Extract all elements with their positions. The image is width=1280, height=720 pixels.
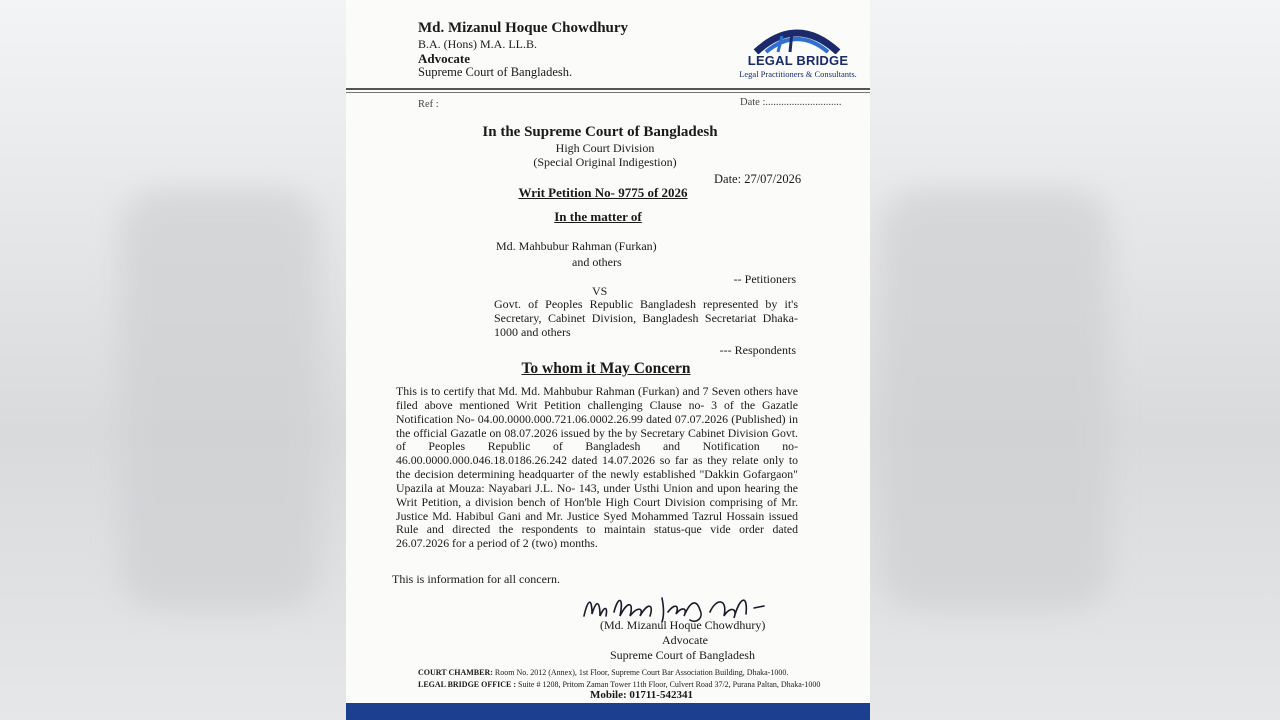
respondents-label: --- Respondents xyxy=(719,343,796,357)
footer-chamber-address: Room No. 2012 (Annex), 1st Floor, Supreme Court Bar Association Building, Dhaka-1000. xyxy=(494,668,789,677)
writ-petition-number: Writ Petition No- 9775 of 2026 xyxy=(518,185,688,200)
petitioners-label: -- Petitioners xyxy=(733,272,796,286)
signatory-court: Supreme Court of Bangladesh xyxy=(610,648,755,662)
header-divider xyxy=(346,88,870,90)
legal-bridge-logo xyxy=(738,20,858,80)
document-page xyxy=(346,0,870,720)
footer-mobile: Mobile: 01711-542341 xyxy=(590,689,693,701)
information-line: This is information for all concern. xyxy=(392,572,560,586)
header-divider xyxy=(346,92,870,93)
footer-office-address: Suite # 1208, Pritom Zaman Tower 11th Floor, Culvert Road 37/2, Purana Paltan, Dhaka-1000 xyxy=(518,680,821,689)
footer-chamber-label: COURT CHAMBER: xyxy=(418,668,493,677)
letterhead-title: Advocate xyxy=(418,51,470,66)
petitioner-others: and others xyxy=(572,255,622,269)
petitioner-name: Md. Mahbubur Rahman (Furkan) xyxy=(496,239,657,253)
logo-subtitle: Legal Practitioners & Consultants. xyxy=(739,69,857,79)
versus-label: VS xyxy=(592,284,608,298)
footer-chamber xyxy=(418,668,858,677)
background-blur xyxy=(880,190,1110,610)
footer-color-band xyxy=(346,703,870,720)
matter-heading: In the matter of xyxy=(554,209,642,224)
footer-office xyxy=(418,680,858,689)
footer-office-label: LEGAL BRIDGE OFFICE : xyxy=(418,680,517,689)
date-field: Date :............................. xyxy=(740,97,842,108)
blurred-background-right xyxy=(870,0,1280,720)
concern-title: To whom it May Concern xyxy=(521,360,691,377)
jurisdiction-heading: (Special Original Indigestion) xyxy=(533,155,677,169)
letterhead-court: Supreme Court of Bangladesh. xyxy=(418,65,573,79)
signatory-name: (Md. Mizanul Hoque Chowdhury) xyxy=(600,618,766,632)
background-blur xyxy=(120,190,320,610)
signatory-title: Advocate xyxy=(662,633,708,647)
bridge-arc-icon xyxy=(752,20,842,54)
letterhead-degrees: B.A. (Hons) M.A. LL.B. xyxy=(418,37,537,51)
ref-field: Ref : xyxy=(418,99,439,110)
document-date: Date: 27/07/2026 xyxy=(714,172,802,186)
respondent-text: Govt. of Peoples Republic Bangladesh represented by it's Secretary, Cabinet Division, Bangladesh Secretariat Dhaka-1000 and others xyxy=(494,297,798,339)
letterhead-name: Md. Mizanul Hoque Chowdhury xyxy=(418,20,629,36)
blurred-background-left xyxy=(0,0,346,720)
court-heading: In the Supreme Court of Bangladesh xyxy=(482,124,718,140)
certification-body: This is to certify that Md. Md. Mahbubur Rahman (Furkan) and 7 Seven others have filed above mentioned Writ Petition challenging Clause no- 3 of the Gazatle Notification No- 04.00.0000.000.721.06.0002.26.99 dated 07.07.2026 (Published) in the official Gazatle on 08.07.2026 issued by the by Secretary Cabinet Division Govt. of Peoples Republic of Bangladesh and Notification no-46.00.0000.000.046.18.0186.26.242 dated 14.07.2026 so far as they relate only to the decision determining headquarter of the newly established "Dakkin Gofargaon" Upazila at Mouza: Nayabari J.L. No- 143, under Usthi Union and upon hearing the Writ Petition, a division bench of Hon'ble High Court Division comprising of Mr. Justice Md. Habibul Gani and Mr. Justice Syed Mohammed Tazrul Hossain issued Rule and directed the respondents to maintain status-que vide order dated 26.07.2026 for a period of 2 (two) months. xyxy=(396,384,798,551)
logo-name: LEGAL BRIDGE xyxy=(747,53,849,68)
division-heading: High Court Division xyxy=(555,141,655,155)
